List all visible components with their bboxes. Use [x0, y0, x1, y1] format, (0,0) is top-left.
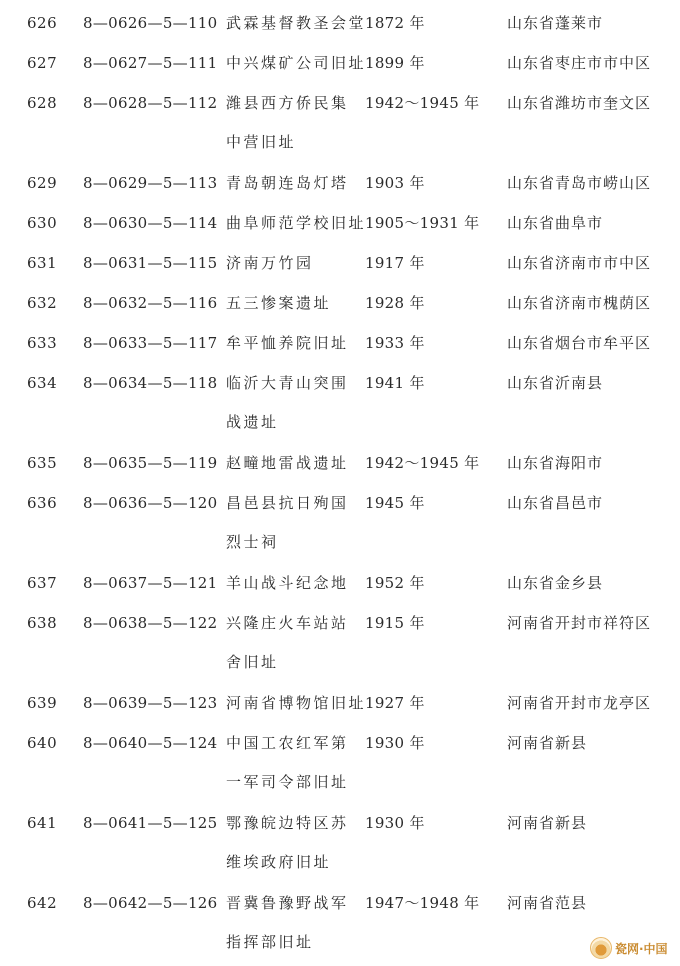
- row-number: 641: [27, 814, 58, 832]
- row-site-name: 烈士祠: [226, 533, 279, 551]
- row-code: 8—0633—5—117: [83, 334, 218, 352]
- row-site-name: 昌邑县抗日殉国: [226, 494, 349, 512]
- row-location: 山东省潍坊市奎文区: [507, 94, 652, 112]
- row-location: 河南省开封市龙亭区: [507, 694, 652, 712]
- row-location: 河南省新县: [507, 814, 588, 832]
- row-site-name: 牟平恤养院旧址: [226, 334, 349, 352]
- row-location: 山东省金乡县: [507, 574, 604, 592]
- row-code: 8—0642—5—126: [83, 894, 218, 912]
- row-year: 1905～1931 年: [365, 214, 480, 232]
- row-year: 1945 年: [365, 494, 425, 512]
- row-site-name: 晋冀鲁豫野战军: [226, 894, 349, 912]
- row-year: 1899 年: [365, 54, 425, 72]
- row-year: 1942～1945 年: [365, 454, 480, 472]
- row-number: 629: [27, 174, 58, 192]
- row-site-name: 青岛朝连岛灯塔: [226, 174, 349, 192]
- row-number: 637: [27, 574, 58, 592]
- row-year: 1928 年: [365, 294, 425, 312]
- row-code: 8—0629—5—113: [83, 174, 218, 192]
- row-code: 8—0635—5—119: [83, 454, 218, 472]
- row-site-name: 河南省博物馆旧址: [226, 694, 367, 712]
- row-code: 8—0631—5—115: [83, 254, 218, 272]
- row-location: 山东省曲阜市: [507, 214, 604, 232]
- row-code: 8—0627—5—111: [83, 54, 218, 72]
- row-code: 8—0637—5—121: [83, 574, 218, 592]
- row-number: 628: [27, 94, 58, 112]
- row-location: 山东省枣庄市市中区: [507, 54, 652, 72]
- row-year: 1927 年: [365, 694, 425, 712]
- row-number: 636: [27, 494, 58, 512]
- row-code: 8—0630—5—114: [83, 214, 218, 232]
- row-year: 1917 年: [365, 254, 425, 272]
- row-location: 山东省济南市市中区: [507, 254, 652, 272]
- row-site-name: 潍县西方侨民集: [226, 94, 349, 112]
- row-location: 山东省沂南县: [507, 374, 604, 392]
- row-number: 639: [27, 694, 58, 712]
- row-number: 626: [27, 14, 58, 32]
- row-number: 631: [27, 254, 58, 272]
- row-number: 635: [27, 454, 58, 472]
- row-location: 河南省新县: [507, 734, 588, 752]
- row-location: 河南省范县: [507, 894, 588, 912]
- row-number: 627: [27, 54, 58, 72]
- row-number: 640: [27, 734, 58, 752]
- row-site-name: 舍旧址: [226, 653, 279, 671]
- row-site-name: 羊山战斗纪念地: [226, 574, 349, 592]
- row-site-name: 维埃政府旧址: [226, 853, 332, 871]
- row-year: 1941 年: [365, 374, 425, 392]
- row-year: 1930 年: [365, 814, 425, 832]
- row-location: 山东省蓬莱市: [507, 14, 604, 32]
- row-location: 山东省烟台市牟平区: [507, 334, 652, 352]
- row-code: 8—0640—5—124: [83, 734, 218, 752]
- row-number: 638: [27, 614, 58, 632]
- row-code: 8—0641—5—125: [83, 814, 218, 832]
- row-code: 8—0639—5—123: [83, 694, 218, 712]
- row-year: 1915 年: [365, 614, 425, 632]
- row-site-name: 中国工农红军第: [226, 734, 349, 752]
- row-location: 山东省济南市槐荫区: [507, 294, 652, 312]
- row-year: 1952 年: [365, 574, 425, 592]
- row-code: 8—0634—5—118: [83, 374, 218, 392]
- row-site-name: 赵疃地雷战遗址: [226, 454, 349, 472]
- watermark: [590, 932, 674, 964]
- row-year: 1942～1945 年: [365, 94, 480, 112]
- row-site-name: 武霖基督教圣会堂: [226, 14, 367, 32]
- row-site-name: 临沂大青山突围: [226, 374, 349, 392]
- row-site-name: 五三惨案遗址: [226, 294, 332, 312]
- row-code: 8—0628—5—112: [83, 94, 218, 112]
- row-number: 630: [27, 214, 58, 232]
- row-year: 1933 年: [365, 334, 425, 352]
- row-code: 8—0636—5—120: [83, 494, 218, 512]
- row-location: 山东省青岛市崂山区: [507, 174, 652, 192]
- row-code: 8—0626—5—110: [83, 14, 218, 32]
- ceramic-logo-icon: [590, 937, 612, 959]
- row-number: 642: [27, 894, 58, 912]
- row-location: 山东省昌邑市: [507, 494, 604, 512]
- row-site-name: 兴隆庄火车站站: [226, 614, 349, 632]
- row-code: 8—0632—5—116: [83, 294, 218, 312]
- row-year: 1872 年: [365, 14, 425, 32]
- row-number: 633: [27, 334, 58, 352]
- row-code: 8—0638—5—122: [83, 614, 218, 632]
- row-site-name: 一军司令部旧址: [226, 773, 349, 791]
- row-location: 山东省海阳市: [507, 454, 604, 472]
- row-site-name: 济南万竹园: [226, 254, 314, 272]
- row-year: 1930 年: [365, 734, 425, 752]
- row-site-name: 指挥部旧址: [226, 933, 314, 951]
- row-number: 632: [27, 294, 58, 312]
- row-site-name: 曲阜师范学校旧址: [226, 214, 367, 232]
- row-site-name: 中兴煤矿公司旧址: [226, 54, 367, 72]
- row-location: 河南省开封市祥符区: [507, 614, 652, 632]
- row-number: 634: [27, 374, 58, 392]
- row-site-name: 战遗址: [226, 413, 279, 431]
- row-site-name: 鄂豫皖边特区苏: [226, 814, 349, 832]
- watermark-text: 瓷网·中国: [615, 941, 668, 956]
- row-year: 1903 年: [365, 174, 425, 192]
- row-site-name: 中营旧址: [226, 133, 297, 151]
- row-year: 1947～1948 年: [365, 894, 480, 912]
